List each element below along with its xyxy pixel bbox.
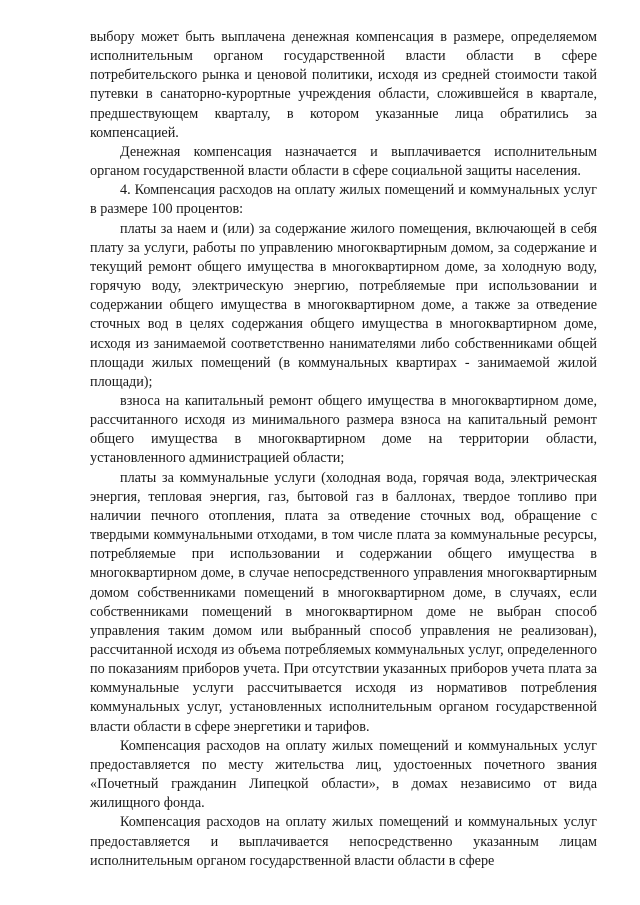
paragraph-payment-provision: Компенсация расходов на оплату жилых помещений и коммунальных услуг предоставляется и выплачивается непосредственно указанным лицам исполнительным органом государственной власти области в сфере [90,814,597,869]
paragraph-compensation-amount: выбору может быть выплачена денежная компенсация в размере, определяемом исполнительным органом государственной власти области в сфере потребительского рынка и ценовой политики, исходя из средней стоимости такой путевки в санаторно-курортные учреждения области, сложившейся в квартале, предшествующем кварталу, в котором указанные лица обратились за компенсацией. [90,29,597,141]
paragraph-residence-provision: Компенсация расходов на оплату жилых помещений и коммунальных услуг предоставляется по месту жительства лиц, удостоенных почетного звания «Почетный гражданин Липецкой области», в домах независимо от вида жилищного фонда. [90,737,597,812]
paragraph-utilities-fee: платы за коммунальные услуги (холодная вода, горячая вода, электрическая энергия, тепловая энергия, газ, бытовой газ в баллонах, твердое топливо при наличии печного отопления, плата за отведение сточных вод, обращение с твердыми коммунальными отходами, в том числе плата за коммунальные ресурсы, потребляемые при использовании и содержании общего имущества в многоквартирном доме, в случае непосредственного управления многоквартирным домом собственниками помещений в многоквартирном доме, в случаях, если собственниками помещений в многоквартирном доме не выбран способ управления таким домом или выбранный способ управления не реализован), рассчитанной исходя из объема потребляемых коммунальных услуг, определенного по показаниям приборов учета. При отсутствии указанных приборов учета плата за коммунальные услуги рассчитывается исходя из нормативов потребления коммунальных услуг, установленных исполнительным органом государственной власти области в сфере энергетики и тарифов. [90,469,597,735]
paragraph-capital-repair-fee: взноса на капитальный ремонт общего имущества в многоквартирном доме, рассчитанного исходя из минимального размера взноса на капитальный ремонт общего имущества в многоквартирном доме на территории области, установленного администрацией области; [90,392,597,467]
paragraph-housing-fee: платы за наем и (или) за содержание жилого помещения, включающей в себя плату за услуги, работы по управлению многоквартирным домом, за содержание и текущий ремонт общего имущества в многоквартирном доме, за холодную воду, горячую воду, электрическую энергию, потребляемые при использовании и содержании общего имущества в многоквартирном доме, а также за отведение сточных вод в целях содержания общего имущества в многоквартирном доме, исходя из занимаемой соответственно нанимателями либо собственниками общей площади жилых помещений (в коммунальных квартирах - занимаемой жилой площади); [90,220,597,390]
paragraph-compensation-assignment: Денежная компенсация назначается и выплачивается исполнительным органом государственной власти области в сфере социальной защиты населения. [90,143,597,180]
paragraph-item-4-heading: 4. Компенсация расходов на оплату жилых помещений и коммунальных услуг в размере 100 процентов: [90,182,597,218]
document-page [90,28,597,871]
